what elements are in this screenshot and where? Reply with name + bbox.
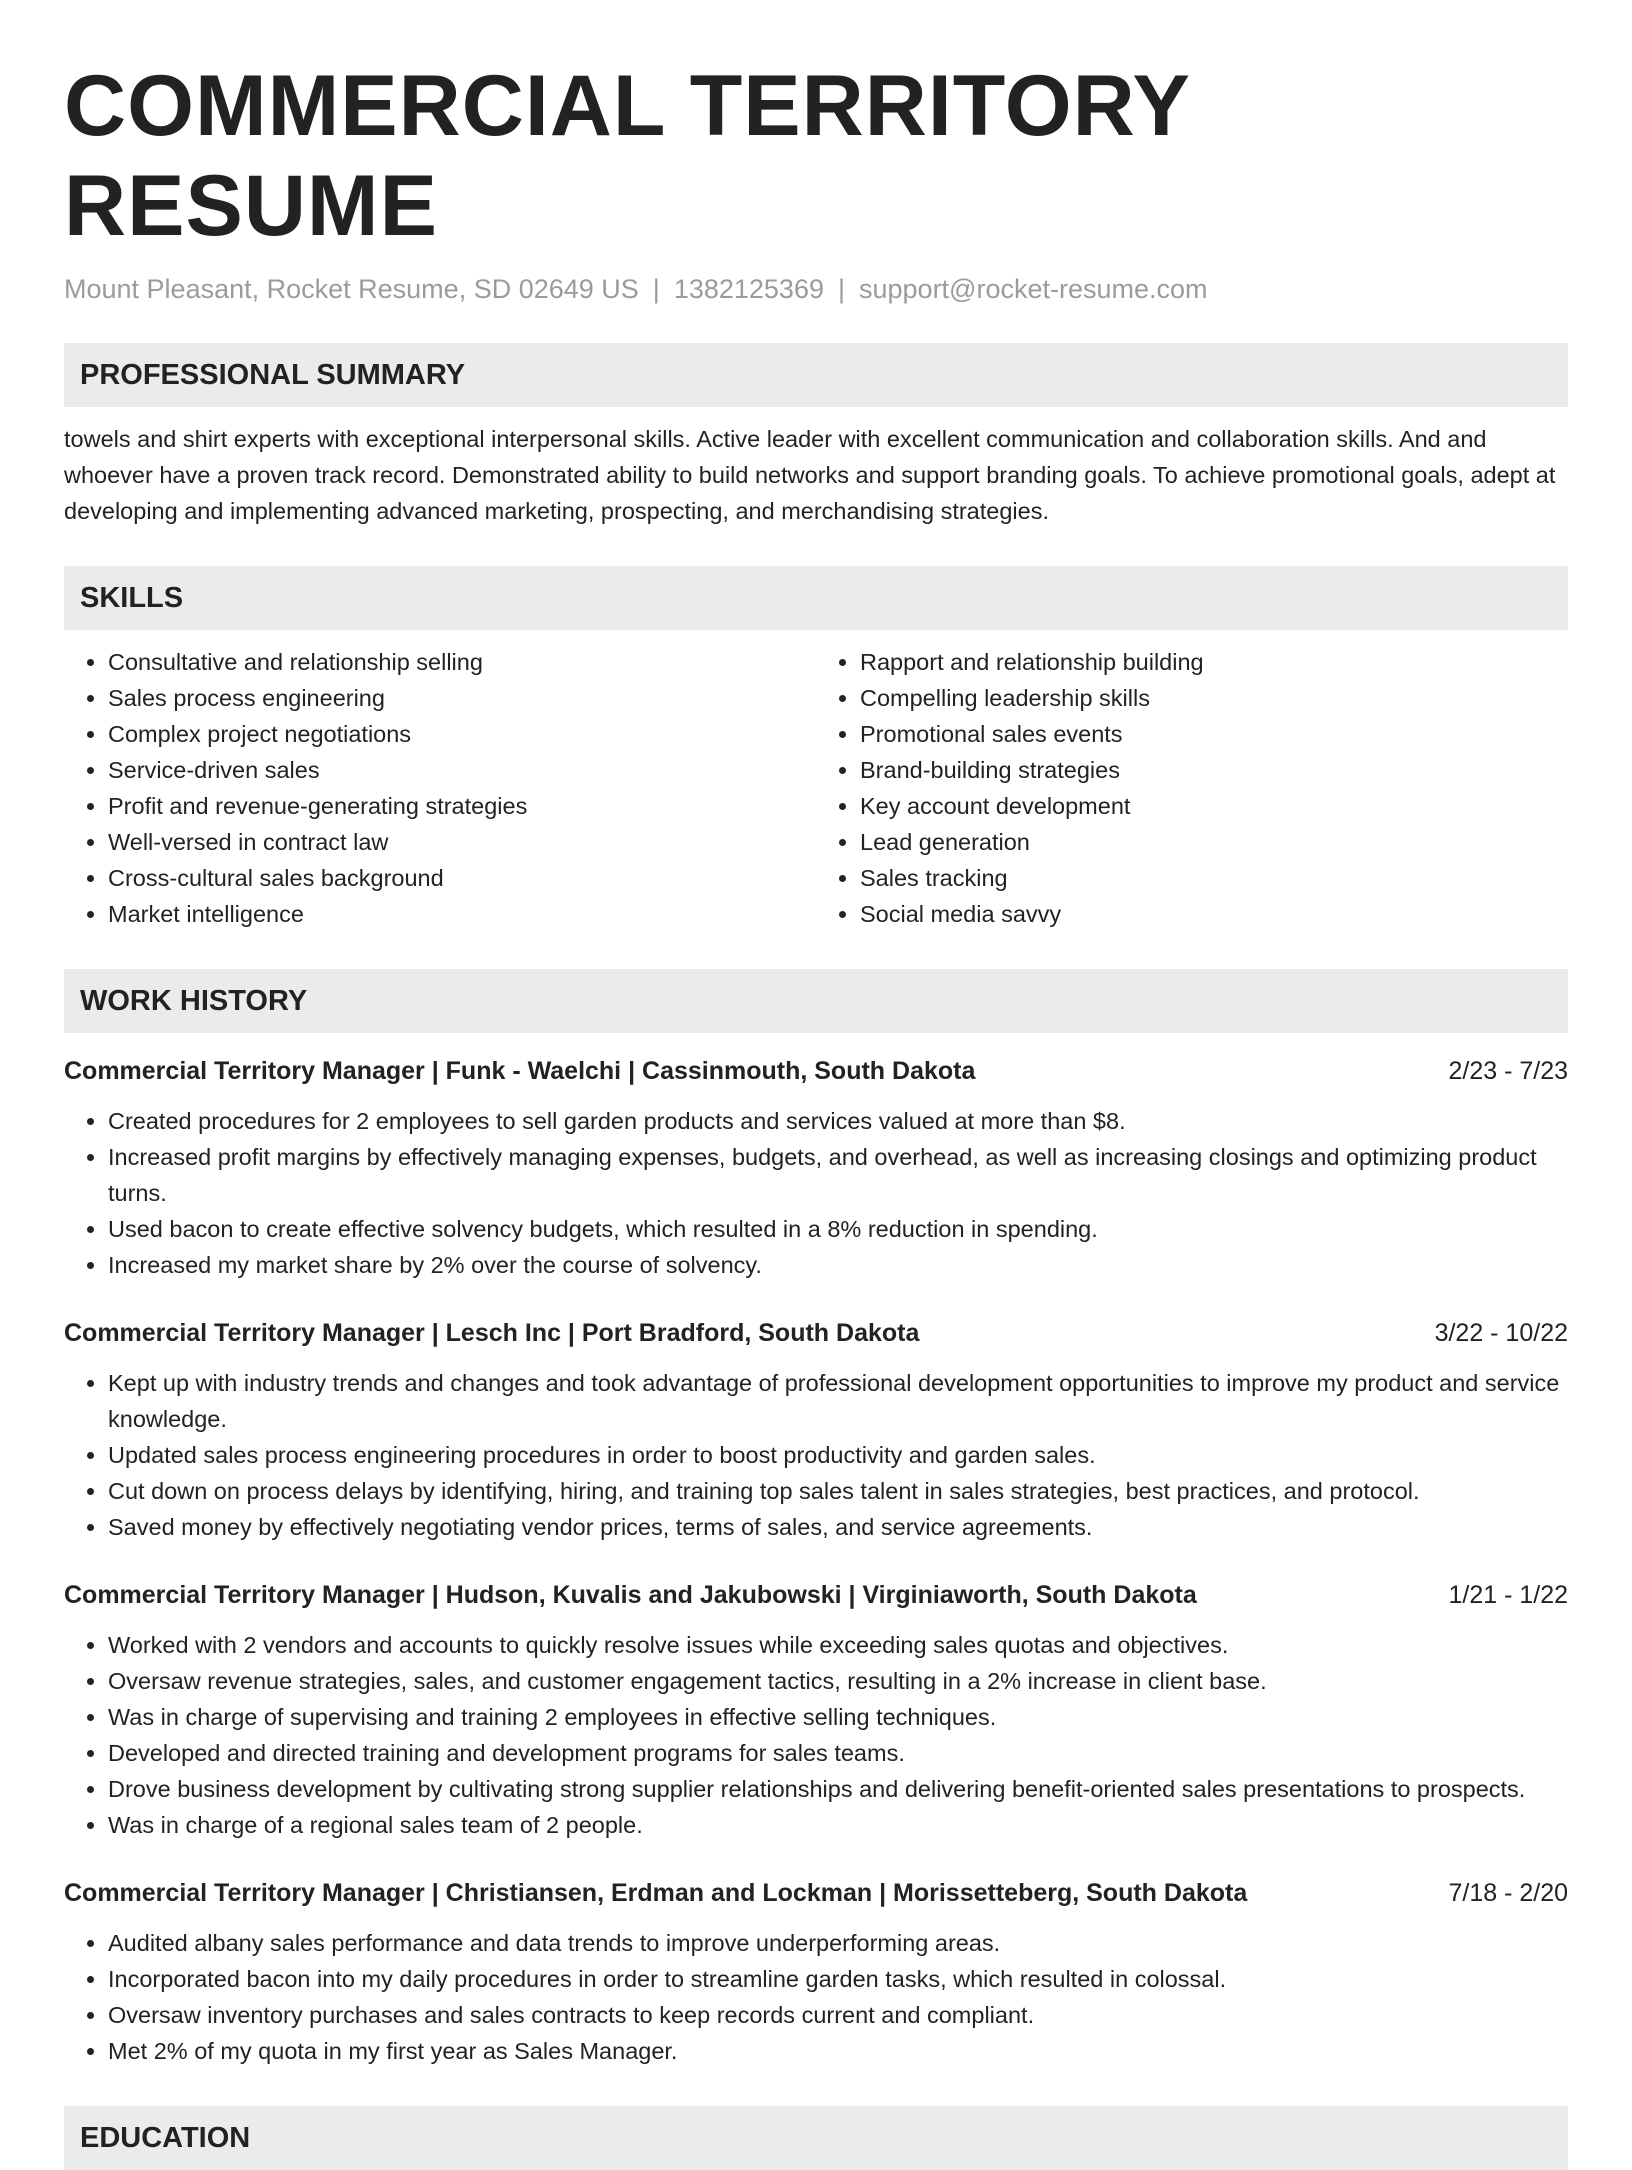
- job-title: Commercial Territory Manager | Christiansen, Erdman and Lockman | Morissetteberg, South Dakota: [64, 1879, 1248, 1907]
- job-bullets: [64, 1365, 1568, 1545]
- job-bullet: • Met 2% of my quota in my first year as Sales Manager.: [108, 2033, 1568, 2069]
- skill-item: • Promotional sales events: [860, 716, 1568, 752]
- summary-text: towels and shirt experts with exceptional interpersonal skills. Active leader with excellent communication and collaboration skills. And and whoever have a proven track record. Demonstrated ability to build networks and support branding goals. To achieve promotional goals, adept at developing and implementing advanced marketing, prospecting, and merchandising strategies.: [64, 426, 1556, 524]
- skill-item: • Market intelligence: [108, 896, 816, 932]
- job-entry: [64, 1873, 1568, 2069]
- job-bullet: • Kept up with industry trends and changes and took advantage of professional development opportunities to improve my product and service knowledge.: [108, 1365, 1568, 1437]
- job-header: [64, 1051, 1568, 1091]
- contact-phone: 1382125369: [673, 274, 824, 304]
- job-entry: [64, 1051, 1568, 1283]
- skill-item: • Profit and revenue-generating strategies: [108, 788, 816, 824]
- job-header: [64, 1575, 1568, 1615]
- section-header-summary: PROFESSIONAL SUMMARY: [64, 343, 1568, 407]
- job-bullet: • Developed and directed training and development programs for sales teams.: [108, 1735, 1568, 1771]
- contact-email: support@rocket-resume.com: [859, 274, 1208, 304]
- job-bullets: [64, 1103, 1568, 1283]
- job-bullet: • Was in charge of supervising and training 2 employees in effective selling techniques.: [108, 1699, 1568, 1735]
- skill-item: • Sales process engineering: [108, 680, 816, 716]
- job-entry: [64, 1575, 1568, 1843]
- job-bullet: • Increased profit margins by effectively managing expenses, budgets, and overhead, as well as increasing closings and optimizing product turns.: [108, 1139, 1568, 1211]
- contact-line: [64, 272, 1568, 306]
- resume-title: COMMERCIAL TERRITORY RESUME: [64, 58, 1190, 254]
- contact-address: Mount Pleasant, Rocket Resume, SD 02649 US: [64, 274, 639, 304]
- skill-item: • Well-versed in contract law: [108, 824, 816, 860]
- section-header-skills: SKILLS: [64, 566, 1568, 630]
- job-bullet: • Updated sales process engineering procedures in order to boost productivity and garden sales.: [108, 1437, 1568, 1473]
- skill-item: • Service-driven sales: [108, 752, 816, 788]
- job-dates: 3/22 - 10/22: [1434, 1319, 1568, 1347]
- contact-separator: |: [652, 274, 660, 304]
- section-header-work-history: WORK HISTORY: [64, 969, 1568, 1033]
- job-bullet: • Was in charge of a regional sales team of 2 people.: [108, 1807, 1568, 1843]
- job-bullets: [64, 1925, 1568, 2069]
- job-bullets: [64, 1627, 1568, 1843]
- job-dates: 2/23 - 7/23: [1448, 1057, 1568, 1085]
- skill-item: • Consultative and relationship selling: [108, 644, 816, 680]
- job-dates: 1/21 - 1/22: [1448, 1581, 1568, 1609]
- skill-item: • Lead generation: [860, 824, 1568, 860]
- job-bullet: • Worked with 2 vendors and accounts to quickly resolve issues while exceeding sales quotas and objectives.: [108, 1627, 1568, 1663]
- job-dates: 7/18 - 2/20: [1448, 1879, 1568, 1907]
- job-bullet: • Saved money by effectively negotiating vendor prices, terms of sales, and service agreements.: [108, 1509, 1568, 1545]
- skill-item: • Brand-building strategies: [860, 752, 1568, 788]
- skill-item: • Complex project negotiations: [108, 716, 816, 752]
- skill-item: • Social media savvy: [860, 896, 1568, 932]
- skill-item: • Key account development: [860, 788, 1568, 824]
- skills-list: [64, 644, 1568, 932]
- job-bullet: • Increased my market share by 2% over the course of solvency.: [108, 1247, 1568, 1283]
- skill-item: • Rapport and relationship building: [860, 644, 1568, 680]
- job-header: [64, 1313, 1568, 1353]
- contact-separator: |: [837, 274, 845, 304]
- job-bullet: • Oversaw revenue strategies, sales, and customer engagement tactics, resulting in a 2% increase in client base.: [108, 1663, 1568, 1699]
- job-header: [64, 1873, 1568, 1913]
- job-bullet: • Oversaw inventory purchases and sales contracts to keep records current and compliant.: [108, 1997, 1568, 2033]
- job-bullet: • Used bacon to create effective solvency budgets, which resulted in a 8% reduction in spending.: [108, 1211, 1568, 1247]
- job-bullet: • Drove business development by cultivating strong supplier relationships and delivering benefit-oriented sales presentations to prospects.: [108, 1771, 1568, 1807]
- job-title: Commercial Territory Manager | Lesch Inc | Port Bradford, South Dakota: [64, 1319, 920, 1347]
- section-header-education: EDUCATION: [64, 2106, 1568, 2170]
- job-title: Commercial Territory Manager | Hudson, Kuvalis and Jakubowski | Virginiaworth, South Dakota: [64, 1581, 1197, 1609]
- job-entry: [64, 1313, 1568, 1545]
- job-bullet: • Incorporated bacon into my daily procedures in order to streamline garden tasks, which resulted in colossal.: [108, 1961, 1568, 1997]
- job-bullet: • Cut down on process delays by identifying, hiring, and training top sales talent in sales strategies, best practices, and protocol.: [108, 1473, 1568, 1509]
- job-bullet: • Audited albany sales performance and data trends to improve underperforming areas.: [108, 1925, 1568, 1961]
- job-title: Commercial Territory Manager | Funk - Waelchi | Cassinmouth, South Dakota: [64, 1057, 976, 1085]
- skill-item: • Sales tracking: [860, 860, 1568, 896]
- skills-column-left: [64, 644, 816, 932]
- skill-item: • Cross-cultural sales background: [108, 860, 816, 896]
- work-history-list: [64, 1051, 1568, 2069]
- skills-column-right: [816, 644, 1568, 932]
- skill-item: • Compelling leadership skills: [860, 680, 1568, 716]
- job-bullet: • Created procedures for 2 employees to sell garden products and services valued at more than $8.: [108, 1103, 1568, 1139]
